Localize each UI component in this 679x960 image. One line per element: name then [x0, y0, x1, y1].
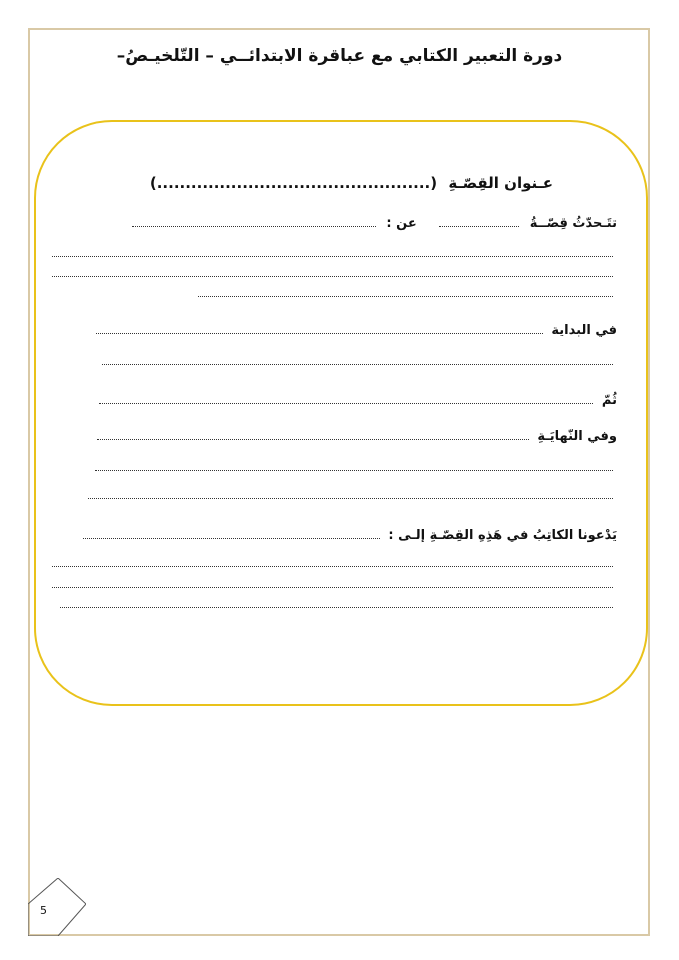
- writing-line[interactable]: [52, 256, 613, 257]
- moral-row: [83, 526, 617, 545]
- then-field[interactable]: [99, 391, 593, 404]
- story-title-row: [150, 174, 553, 192]
- moral-label: يَدْعونا الكاتِبُ في هَذِهِ القِصّـةِ إلـى :: [388, 528, 617, 543]
- story-title-label: عـنوان القِصّـةِ: [448, 174, 553, 192]
- writing-line[interactable]: [52, 276, 613, 277]
- moral-field[interactable]: [83, 526, 380, 539]
- writing-line[interactable]: [52, 566, 613, 567]
- ending-row: [97, 427, 617, 446]
- beginning-label: في البداية: [551, 323, 617, 338]
- story-title-field[interactable]: ................................................: [156, 174, 431, 192]
- writing-line[interactable]: [102, 364, 613, 365]
- beginning-field[interactable]: [96, 321, 543, 334]
- writing-line[interactable]: [95, 470, 613, 471]
- story-title-close-paren: ): [149, 174, 157, 192]
- story-about-row: [132, 214, 617, 233]
- story-title-open-paren: (: [430, 174, 438, 192]
- story-about-field[interactable]: [439, 214, 519, 227]
- story-about-label: تتَـحدّثُ قِصّــةُ: [529, 216, 617, 231]
- about-label: عن :: [386, 216, 417, 231]
- page-corner-diamond: [28, 878, 86, 936]
- ending-field[interactable]: [97, 427, 529, 440]
- writing-line[interactable]: [52, 587, 613, 588]
- writing-line[interactable]: [60, 607, 613, 608]
- page-title: دورة التعبير الكتابي مع عباقرة الابتدائــي – التّلخيـصُ–: [116, 46, 563, 66]
- story-summary-frame: [34, 120, 648, 706]
- writing-line[interactable]: [198, 296, 613, 297]
- writing-line[interactable]: [88, 498, 613, 499]
- ending-label: وفي النّهايَـةِ: [537, 429, 617, 444]
- page-number: 5: [40, 904, 47, 917]
- then-label: ثُمّ: [601, 393, 617, 408]
- then-row: [99, 391, 617, 410]
- beginning-row: [96, 321, 617, 340]
- about-field[interactable]: [132, 214, 376, 227]
